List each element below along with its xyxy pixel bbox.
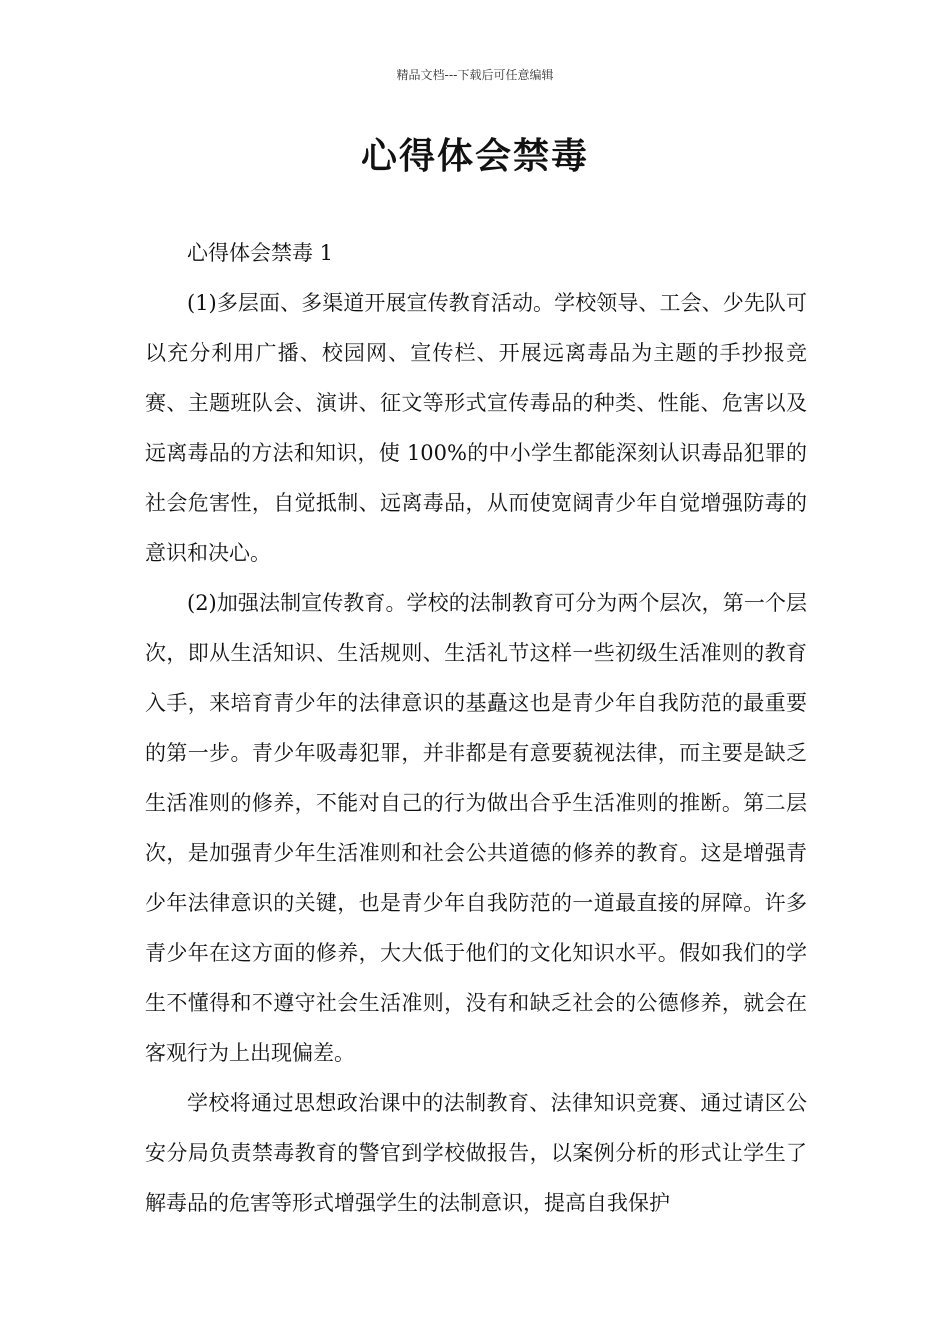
document-title: 心得体会禁毒: [360, 136, 589, 177]
section-subtitle: 心得体会禁毒 1: [187, 241, 334, 265]
document-body: [145, 228, 807, 1228]
header-note: 精品文档---下载后可任意编辑: [396, 68, 554, 82]
paragraph-2: (2)加强法制宣传教育。学校的法制教育可分为两个层次，第一个层次，即从生活知识、生活规则、生活礼节这样一些初级生活准则的教育入手，来培育青少年的法律意识的基矗这也是青少年自我防范的最重要的第一步。青少年吸毒犯罪，并非都是有意要藐视法律，而主要是缺乏生活准则的修养，不能对自己的行为做出合乎生活准则的推断。第二层次，是加强青少年生活准则和社会公共道德的修养的教育。这是增强青少年法律意识的关键，也是青少年自我防范的一道最直接的屏障。许多青少年在这方面的修养，大大低于他们的文化知识水平。假如我们的学生不懂得和不遵守社会生活准则，没有和缺乏社会的公德修养，就会在客观行为上出现偏差。: [145, 591, 807, 1065]
paragraph-3: 学校将通过思想政治课中的法制教育、法律知识竞赛、通过请区公安分局负责禁毒教育的警官到学校做报告，以案例分析的形式让学生了解毒品的危害等形式增强学生的法制意识，提高自我保护: [145, 1091, 807, 1215]
paragraph-1: (1)多层面、多渠道开展宣传教育活动。学校领导、工会、少先队可以充分利用广播、校园网、宣传栏、开展远离毒品为主题的手抄报竞赛、主题班队会、演讲、征文等形式宣传毒品的种类、性能、危害以及远离毒品的方法和知识，使 100%的中小学生都能深刻认识毒品犯罪的社会危害性，自觉抵制、远离毒品，从而使宽阔青少年自觉增强防毒的意识和决心。: [145, 291, 807, 565]
